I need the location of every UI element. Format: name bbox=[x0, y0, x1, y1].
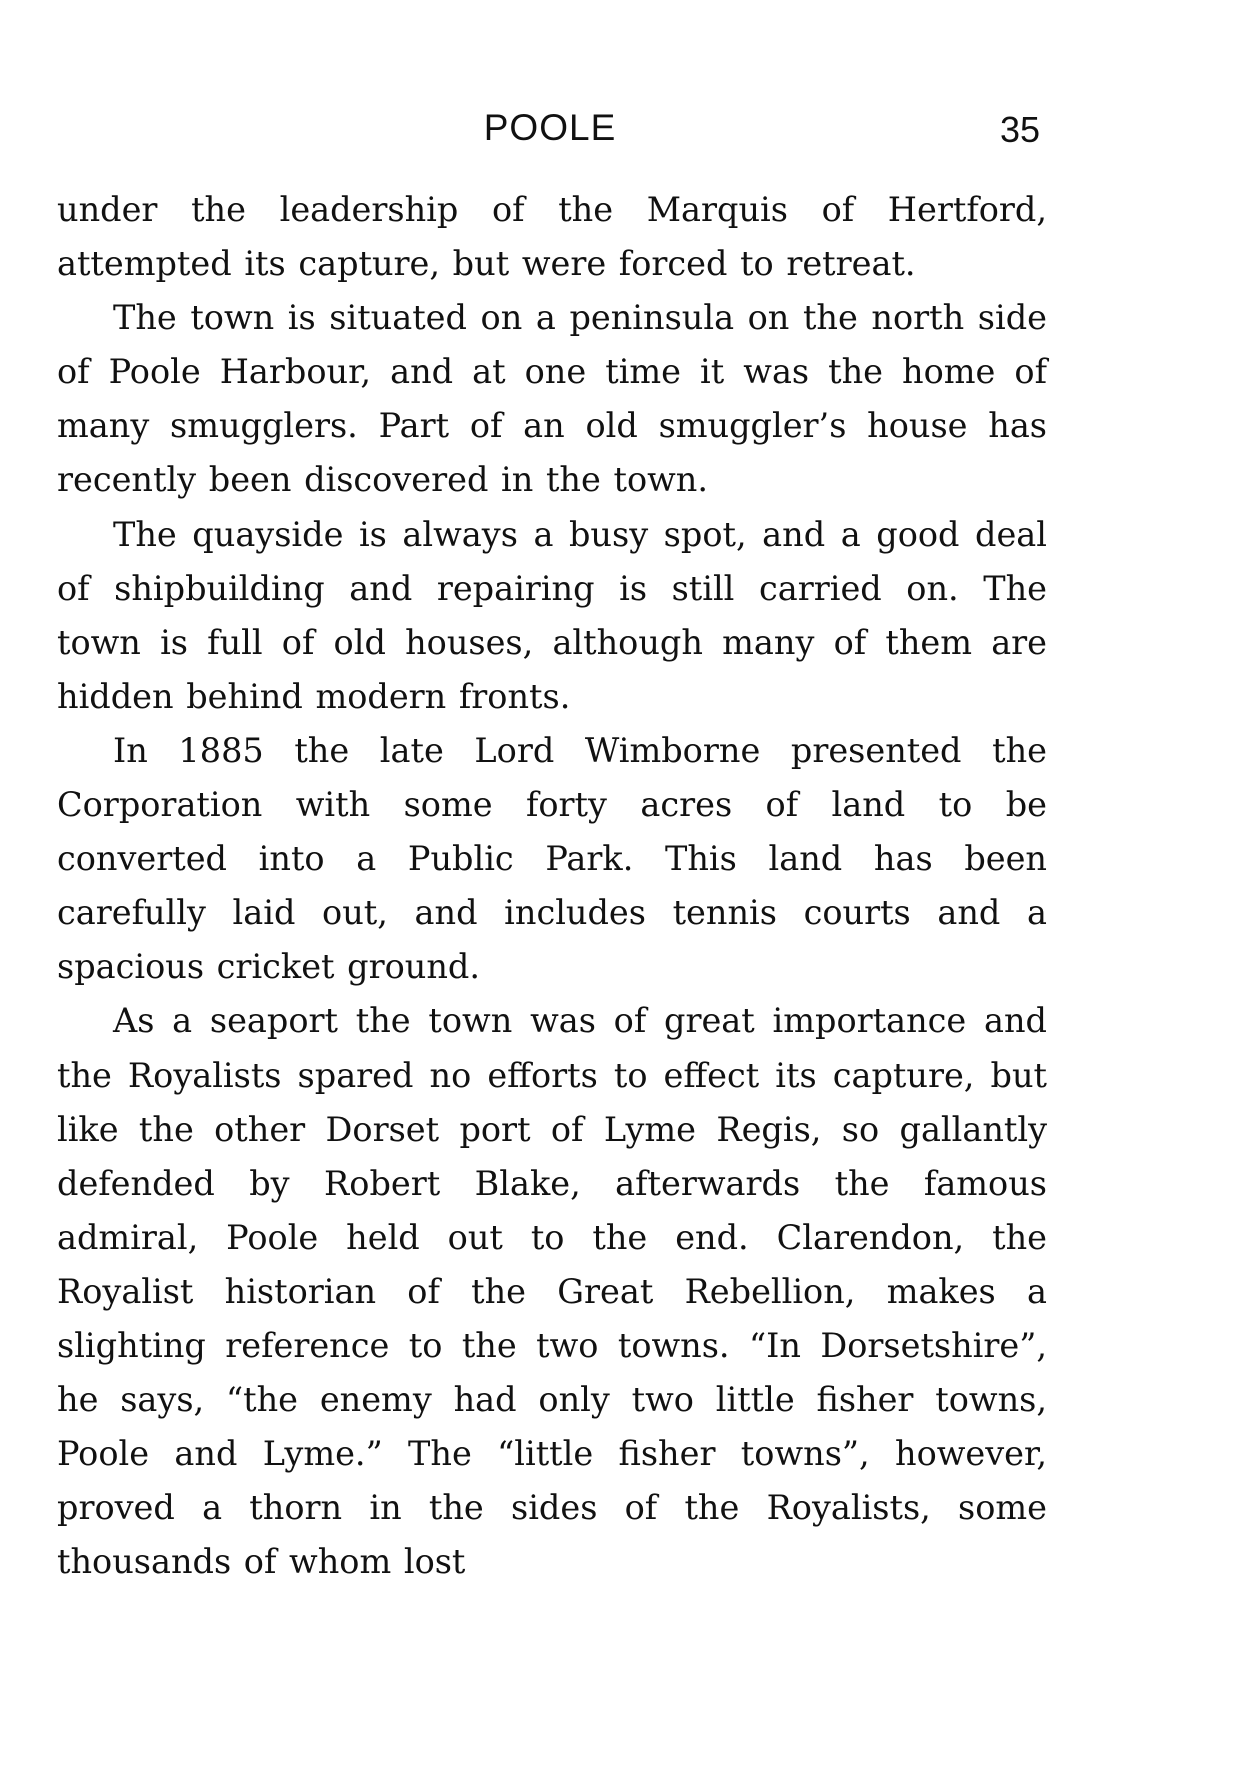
paragraph-seaport: As a seaport the town was of great importance and the Royalists spared no efforts to effect its capture, but like the other Dorset port of Lyme Regis, so gallantly defended by Robert Blake, afterwards the famous admiral, Poole held out to the end. Clarendon, the Royalist historian of the Great Rebellion, makes a slighting reference to the two towns. “In Dorsetshire”, he says, “the enemy had only two little fisher towns, Poole and Lyme.” The “little fisher towns”, however, proved a thorn in the sides of the Royalists, some thousands of whom lost bbox=[57, 1001, 1047, 1582]
running-title: POOLE bbox=[483, 107, 617, 148]
running-head bbox=[55, 108, 1045, 158]
paragraph-public-park: In 1885 the late Lord Wimborne presented the Corporation with some forty acres of land to be converted into a Public Park. This land has been carefully laid out, and includes tennis courts and a spacious cricket ground. bbox=[57, 730, 1047, 987]
paragraph-quayside: The quayside is always a busy spot, and a good deal of shipbuilding and repairing is still carried on. The town is full of old houses, although many of them are hidden behind modern fronts. bbox=[57, 514, 1047, 716]
paragraph-continued: under the leadership of the Marquis of Hertford, attempted its capture, but were forced to retreat. bbox=[57, 190, 1047, 284]
page-number: 35 bbox=[999, 109, 1040, 150]
body-text bbox=[57, 183, 1047, 1589]
paragraph-peninsula: The town is situated on a peninsula on the north side of Poole Harbour, and at one time it was the home of many smugglers. Part of an old smuggler’s house has recently been discovered in the town. bbox=[57, 298, 1047, 500]
